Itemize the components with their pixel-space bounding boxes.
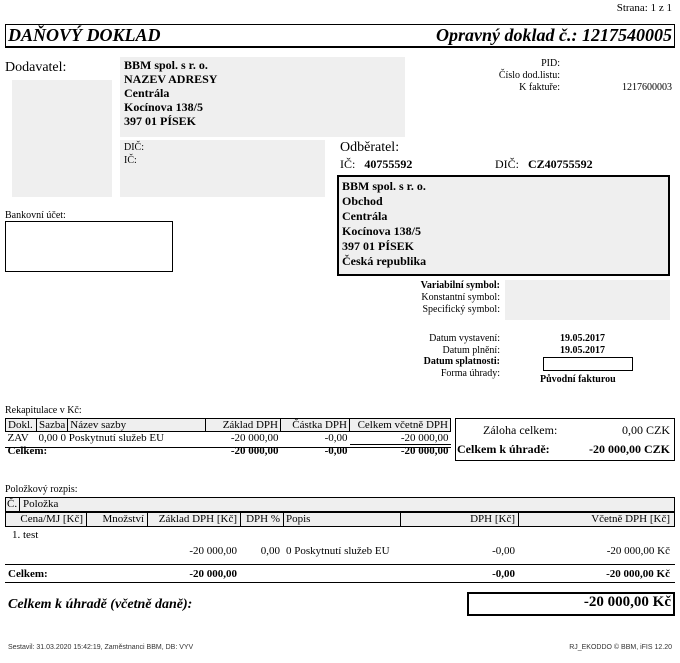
due-date-label: Datum splatnosti: xyxy=(423,356,500,367)
items-header-cell: DPH % xyxy=(246,513,280,525)
items-header-divider xyxy=(86,512,87,527)
bank-account-label: Bankovní účet: xyxy=(5,210,66,221)
supplier-address-line: Centrála xyxy=(124,86,170,100)
supplier-city: 397 01 PÍSEK xyxy=(124,114,197,128)
specific-symbol-label: Specifický symbol: xyxy=(422,304,500,315)
item-name: 1. test xyxy=(12,529,39,541)
customer-dic-value: CZ40755592 xyxy=(528,157,593,171)
item-base: -20 000,00 xyxy=(189,545,237,557)
recap-total-label: Celkem: xyxy=(7,444,48,457)
issue-date-value: 19.05.2017 xyxy=(560,333,605,344)
items-header-divider xyxy=(400,512,401,527)
document-number-title: Opravný doklad č.: 1217540005 xyxy=(436,25,672,45)
items-header-cell: Položka xyxy=(23,498,59,510)
items-total-base: -20 000,00 xyxy=(189,568,237,580)
recap-header-row xyxy=(6,419,451,432)
footer-right: RJ_EKODDO © BBM, iFIS 12.20 xyxy=(569,644,672,651)
supplier-dic-label: DIČ: xyxy=(124,142,144,153)
items-header-divider xyxy=(240,512,241,527)
recap-header-cell: Základ DPH xyxy=(206,419,281,432)
customer-country: Česká republika xyxy=(342,254,427,268)
document-type-title: DAŇOVÝ DOKLAD xyxy=(8,25,161,45)
taxable-date-value: 19.05.2017 xyxy=(560,345,605,356)
items-rule xyxy=(5,564,675,565)
supplier-label: Dodavatel: xyxy=(5,60,67,75)
items-total-label: Celkem: xyxy=(8,568,48,580)
amount-due-value: -20 000,00 CZK xyxy=(589,442,670,456)
payment-method-label: Forma úhrady: xyxy=(440,367,500,379)
recap-rule xyxy=(5,447,451,448)
constant-symbol-label: Konstantní symbol: xyxy=(421,292,500,303)
item-description: 0 Poskytnutí služeb EU xyxy=(286,545,390,557)
grand-total-label: Celkem k úhradě (včetně daně): xyxy=(8,597,193,612)
recap-table xyxy=(5,418,451,457)
invoice-ref-label: K faktuře: xyxy=(519,82,560,93)
recap-cell: -20 000,00 xyxy=(350,432,451,445)
page-number: Strana: 1 z 1 xyxy=(616,2,672,14)
item-total: -20 000,00 Kč xyxy=(606,545,670,557)
items-total-vat: -0,00 xyxy=(492,568,515,580)
supplier-ic-label: IČ: xyxy=(124,155,137,166)
pid-label: PID: xyxy=(541,58,560,69)
items-header-cell: Množství xyxy=(102,513,144,525)
supplier-street: Kocínova 138/5 xyxy=(124,100,204,114)
recap-header-cell: Sazba xyxy=(37,419,68,432)
items-total-rule xyxy=(5,582,675,583)
recap-rate: 0,00 xyxy=(38,432,58,445)
item-vat: -0,00 xyxy=(492,545,515,557)
recap-total-cell: -20 000,00 xyxy=(400,445,449,457)
advance-value: 0,00 CZK xyxy=(622,423,670,437)
items-header-divider xyxy=(518,512,519,527)
customer-name: BBM spol. s r. o. xyxy=(342,179,426,193)
customer-address xyxy=(342,179,426,269)
items-total-value: -20 000,00 Kč xyxy=(606,568,670,580)
footer-left: Sestavil: 31.03.2020 15:42:19, Zaměstnanci BBM, DB: VYV xyxy=(8,644,194,651)
recap-header-cell: Částka DPH xyxy=(281,419,350,432)
recap-total-cell: -20 000,00 xyxy=(230,444,279,457)
items-header-cell: Popis xyxy=(286,513,311,525)
supplier-logo-area xyxy=(12,80,112,197)
customer-ic-label: IČ: xyxy=(340,157,356,171)
supplier-ids-panel xyxy=(120,140,325,197)
supplier-address xyxy=(124,58,217,128)
recap-total-cell: -0,00 xyxy=(324,444,348,457)
customer-street: Kocínova 138/5 xyxy=(342,224,422,238)
items-header-divider xyxy=(147,512,148,527)
recap-row xyxy=(6,432,451,445)
customer-dic xyxy=(495,157,593,172)
customer-dic-label: DIČ: xyxy=(495,157,519,171)
amount-due-label: Celkem k úhradě: xyxy=(457,442,550,456)
items-title: Položkový rozpis: xyxy=(5,484,78,495)
due-date-box xyxy=(543,357,633,371)
recap-cell: -0,00 xyxy=(324,432,348,445)
recap-header-cell: Dokl. xyxy=(6,419,37,432)
items-header-cell: Č. xyxy=(7,498,18,510)
items-header-cell: Cena/MJ [Kč] xyxy=(20,513,83,525)
customer-address-line: Centrála xyxy=(342,209,388,223)
date-labels xyxy=(340,333,500,379)
item-vat-percent: 0,00 xyxy=(260,545,280,557)
invoice-ref-value: 1217600003 xyxy=(622,82,672,93)
recap-cell: ZAV xyxy=(7,432,29,445)
items-header-divider xyxy=(19,497,20,512)
recap-header-cell: Název sazby xyxy=(68,419,206,432)
recap-rate-name: 0 Poskytnutí služeb EU xyxy=(60,432,165,445)
recap-rate-cell xyxy=(37,432,206,445)
variable-symbol-label: Variabilní symbol: xyxy=(420,280,500,291)
payment-method-value: Původní fakturou xyxy=(540,374,616,385)
customer-label: Odběratel: xyxy=(340,140,400,155)
symbol-labels xyxy=(340,280,500,316)
recap-cell: -20 000,00 xyxy=(230,432,279,445)
advance-label: Záloha celkem: xyxy=(483,423,558,437)
issue-date-label: Datum vystavení: xyxy=(429,333,500,344)
bank-account-box xyxy=(5,221,173,272)
grand-total-value: -20 000,00 Kč xyxy=(583,594,671,610)
items-header-cell: DPH [Kč] xyxy=(470,513,515,525)
customer-ic-value: 40755592 xyxy=(364,157,413,171)
customer-ic xyxy=(340,157,412,172)
customer-city: 397 01 PÍSEK xyxy=(342,239,415,253)
customer-address-line: Obchod xyxy=(342,194,383,208)
items-header-row-1 xyxy=(5,497,675,512)
items-header-divider xyxy=(283,512,284,527)
supplier-address-line: NAZEV ADRESY xyxy=(124,72,218,86)
taxable-date-label: Datum plnění: xyxy=(442,344,500,356)
recap-title: Rekapitulace v Kč: xyxy=(5,405,82,416)
symbols-values-panel xyxy=(505,280,670,320)
recap-header-cell: Celkem včetně DPH xyxy=(350,419,451,432)
delivery-note-label: Číslo dod.listu: xyxy=(498,70,560,81)
items-header-cell: Včetně DPH [Kč] xyxy=(591,513,670,525)
items-header-cell: Základ DPH [Kč] xyxy=(158,513,237,525)
supplier-name: BBM spol. s r. o. xyxy=(124,58,208,72)
reference-labels xyxy=(420,58,560,94)
